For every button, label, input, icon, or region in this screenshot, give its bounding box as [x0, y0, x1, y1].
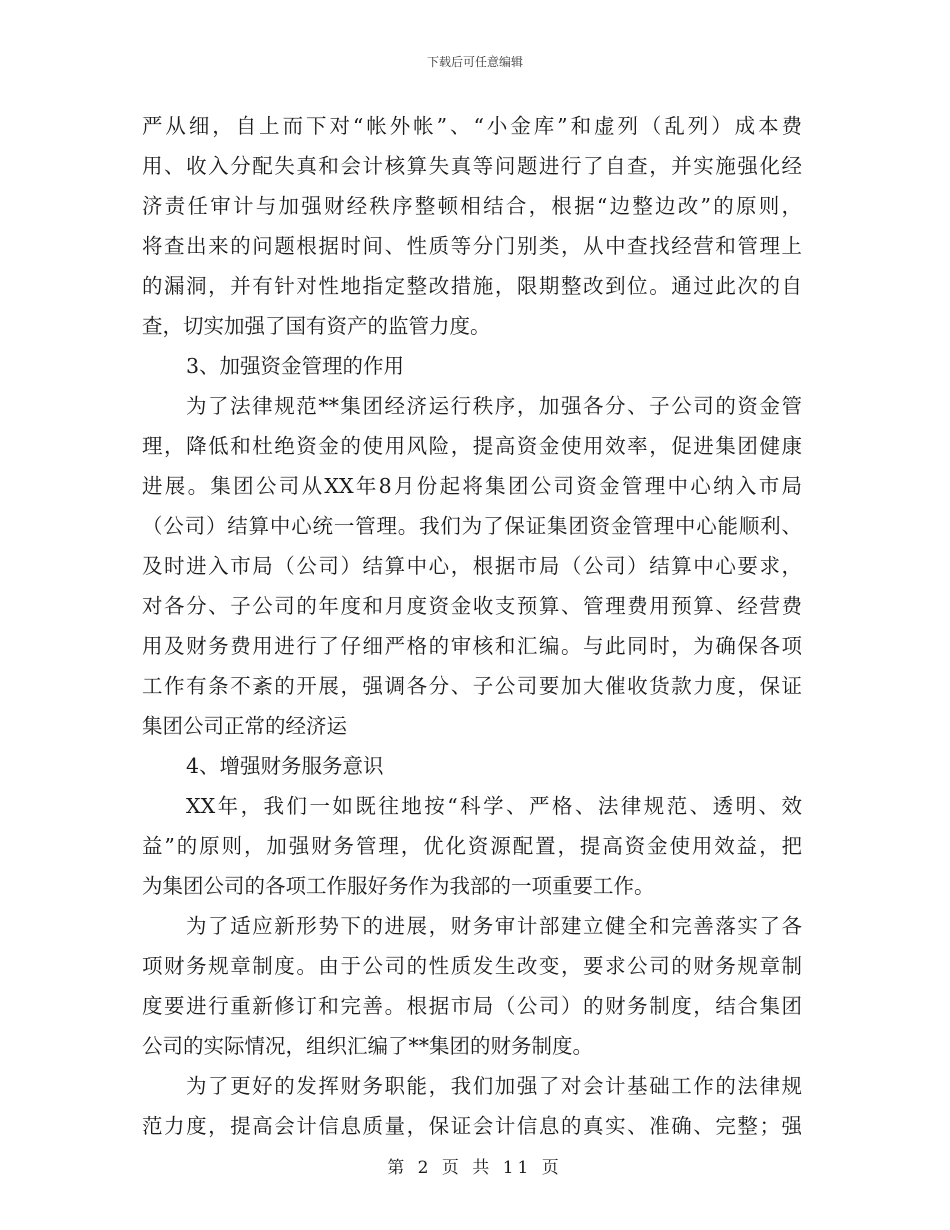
text-line: 的漏洞，并有针对性地指定整改措施，限期整改到位。通过此次的自	[142, 274, 802, 298]
text-line: 为了法律规范**集团经济运行秩序，加强各分、子公司的资金管	[186, 394, 802, 418]
text-line: 严从细，自上而下对“帐外帐”、“小金库”和虚列（乱列）成本费	[142, 114, 802, 138]
text-line: 集团公司正常的经济运	[142, 714, 347, 738]
text-line: 益”的原则，加强财务管理，优化资源配置，提高资金使用效益，把	[142, 834, 802, 858]
page-number: 第 2 页 共 11 页	[387, 1158, 563, 1178]
text-line: 进展。集团公司从XX年8月份起将集团公司资金管理中心纳入市局	[142, 474, 802, 498]
section-heading: 3、加强资金管理的作用	[186, 354, 405, 378]
page-header: 下载后可任意编辑	[426, 55, 523, 69]
text-line: 范力度，提高会计信息质量，保证会计信息的真实、准确、完整；强	[142, 1114, 802, 1138]
text-line: 济责任审计与加强财经秩序整顿相结合，根据“边整边改”的原则，	[142, 194, 802, 218]
text-line: 公司的实际情况，组织汇编了**集团的财务制度。	[142, 1034, 593, 1058]
text-line: 用、收入分配失真和会计核算失真等问题进行了自查，并实施强化经	[142, 154, 802, 178]
text-line: XX年，我们一如既往地按“科学、严格、法律规范、透明、效	[186, 794, 802, 818]
text-line: 为了适应新形势下的进展，财务审计部建立健全和完善落实了各	[186, 914, 802, 938]
document-body	[142, 106, 802, 1146]
text-line: （公司）结算中心统一管理。我们为了保证集团资金管理中心能顺利、	[142, 514, 802, 538]
text-line: 为了更好的发挥财务职能，我们加强了对会计基础工作的法律规	[186, 1074, 802, 1098]
text-line: 为集团公司的各项工作服好务作为我部的一项重要工作。	[142, 874, 655, 898]
text-line: 查，切实加强了国有资产的监管力度。	[142, 314, 491, 338]
section-heading: 4、增强财务服务意识	[186, 754, 384, 778]
text-line: 理，降低和杜绝资金的使用风险，提高资金使用效率，促进集团健康	[142, 434, 802, 458]
text-line: 项财务规章制度。由于公司的性质发生改变，要求公司的财务规章制	[142, 954, 802, 978]
text-line: 工作有条不紊的开展，强调各分、子公司要加大催收货款力度，保证	[142, 674, 802, 698]
text-line: 用及财务费用进行了仔细严格的审核和汇编。与此同时，为确保各项	[142, 634, 802, 658]
text-line: 及时进入市局（公司）结算中心，根据市局（公司）结算中心要求，	[142, 554, 802, 578]
text-line: 度要进行重新修订和完善。根据市局（公司）的财务制度，结合集团	[142, 994, 802, 1018]
text-line: 对各分、子公司的年度和月度资金收支预算、管理费用预算、经营费	[142, 594, 802, 618]
text-line: 将查出来的问题根据时间、性质等分门别类，从中查找经营和管理上	[142, 234, 802, 258]
